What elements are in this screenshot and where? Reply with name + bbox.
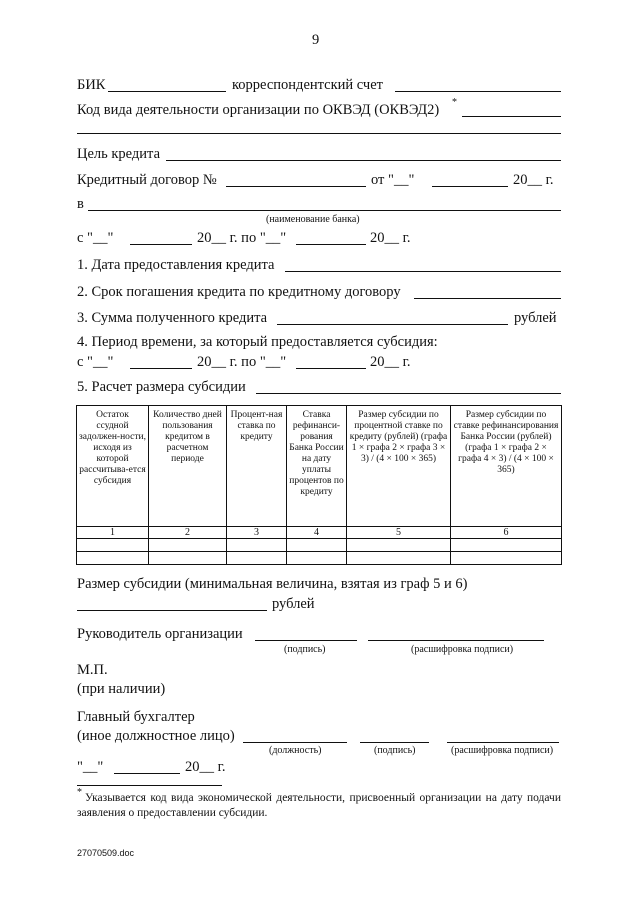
item-5-label: 5. Расчет размера субсидии xyxy=(77,379,246,395)
corr-account-field[interactable] xyxy=(395,91,561,92)
okved-field-cont[interactable] xyxy=(77,133,561,134)
accountant-position-caption: (должность) xyxy=(269,745,322,756)
item-3-label: 3. Сумма полученного кредита xyxy=(77,310,268,326)
date-day-label: "__" xyxy=(77,759,104,775)
bank-name-field[interactable] xyxy=(88,210,561,211)
item-4-mid-label: 20__ г. по "__" xyxy=(197,354,287,370)
period-end-month-field[interactable] xyxy=(296,244,366,245)
col-number-1: 1 xyxy=(77,527,149,539)
table-cell[interactable] xyxy=(451,539,562,552)
contract-from-label: от "__" xyxy=(371,172,415,188)
okved-footnote-mark: * xyxy=(452,97,457,108)
table-cell[interactable] xyxy=(227,552,287,565)
purpose-field[interactable] xyxy=(166,160,561,161)
col-header-2: Количество дней пользования кредитом в расчетном периоде xyxy=(149,406,227,527)
file-name: 27070509.doc xyxy=(77,848,135,858)
accountant-position-field[interactable] xyxy=(243,742,347,743)
bik-field[interactable] xyxy=(108,91,226,92)
period-start-label: с "__" xyxy=(77,230,114,246)
item-1-label: 1. Дата предоставления кредита xyxy=(77,257,275,273)
table-cell[interactable] xyxy=(287,552,347,565)
period-end-label: 20__ г. xyxy=(370,230,411,246)
item-3-rubles: рублей xyxy=(514,310,557,326)
table-cell[interactable] xyxy=(347,552,451,565)
table-row xyxy=(77,539,562,552)
stamp-label: М.П. xyxy=(77,662,108,678)
okved-label: Код вида деятельности организации по ОКВЭД (ОКВЭД2) xyxy=(77,102,440,118)
col-header-3: Процент-ная ставка по кредиту xyxy=(227,406,287,527)
accountant-decode-caption: (расшифровка подписи) xyxy=(451,745,554,756)
col-number-2: 2 xyxy=(149,527,227,539)
accountant-sign-caption: (подпись) xyxy=(374,745,416,756)
bank-in-label: в xyxy=(77,196,84,212)
item-4-start-month-field[interactable] xyxy=(130,368,192,369)
purpose-label: Цель кредита xyxy=(77,146,161,162)
head-sign-field[interactable] xyxy=(255,640,357,641)
min-subsidy-field[interactable] xyxy=(77,610,267,611)
contract-month-field[interactable] xyxy=(432,186,508,187)
table-cell[interactable] xyxy=(77,539,149,552)
table-cell[interactable] xyxy=(149,539,227,552)
table-cell[interactable] xyxy=(77,552,149,565)
head-sign-caption: (подпись) xyxy=(284,644,326,655)
min-subsidy-rubles: рублей xyxy=(272,596,315,612)
contract-year-label: 20__ г. xyxy=(513,172,554,188)
item-2-label: 2. Срок погашения кредита по кредитному договору xyxy=(77,284,401,300)
period-mid-label: 20__ г. по "__" xyxy=(197,230,287,246)
table-cell[interactable] xyxy=(347,539,451,552)
col-number-5: 5 xyxy=(347,527,451,539)
footnote-mark: * xyxy=(77,787,82,798)
col-number-3: 3 xyxy=(227,527,287,539)
period-start-month-field[interactable] xyxy=(130,244,192,245)
stamp-note: (при наличии) xyxy=(77,681,166,697)
col-header-6: Размер субсидии по ставке рефинансирования Банка России (рублей) (графа 1 × графа 2 × графа 4 × 3) / (4 × 100 × 365) xyxy=(451,406,562,527)
head-decode-caption: (расшифровка подписи) xyxy=(411,644,514,655)
item-2-field[interactable] xyxy=(414,298,561,299)
table-cell[interactable] xyxy=(451,552,562,565)
date-year-label: 20__ г. xyxy=(185,759,226,775)
table-row xyxy=(77,552,562,565)
col-header-4: Ставка рефинанси-рования Банка России на дату уплаты процентов по кредиту xyxy=(287,406,347,527)
footnote-separator xyxy=(77,785,222,786)
date-month-field[interactable] xyxy=(114,773,180,774)
accountant-decode-field[interactable] xyxy=(447,742,559,743)
col-header-1: Остаток ссудной задолжен-ности, исходя из которой рассчитыва-ется субсидия xyxy=(77,406,149,527)
contract-number-field[interactable] xyxy=(226,186,366,187)
contract-label: Кредитный договор № xyxy=(77,172,217,188)
corr-account-label: корреспондентский счет xyxy=(232,77,383,93)
item-4-end-label: 20__ г. xyxy=(370,354,411,370)
item-3-field[interactable] xyxy=(277,324,508,325)
table-number-row xyxy=(77,527,562,539)
col-header-5: Размер субсидии по процентной ставке по кредиту (рублей) (графа 1 × графа 2 × графа 3 × 3) / (4 × 100 × 365) xyxy=(347,406,451,527)
item-1-field[interactable] xyxy=(285,271,561,272)
subsidy-table xyxy=(76,405,562,565)
item-5-field[interactable] xyxy=(256,393,561,394)
footnote-text: Указывается код вида экономической деятельности, присвоенный организации на дату подачи заявления о предоставлении субсидии. xyxy=(77,792,561,819)
table-cell[interactable] xyxy=(227,539,287,552)
page-number: 9 xyxy=(312,32,320,48)
item-4-label: 4. Период времени, за который предоставляется субсидия: xyxy=(77,334,438,350)
head-decode-field[interactable] xyxy=(368,640,544,641)
table-header-row xyxy=(77,406,562,527)
head-label: Руководитель организации xyxy=(77,626,243,642)
table-cell[interactable] xyxy=(149,552,227,565)
bank-name-caption: (наименование банка) xyxy=(266,214,360,225)
accountant-sign-field[interactable] xyxy=(360,742,429,743)
accountant-alt-label: (иное должностное лицо) xyxy=(77,728,235,744)
item-4-start-label: с "__" xyxy=(77,354,114,370)
min-subsidy-label: Размер субсидии (минимальная величина, взятая из граф 5 и 6) xyxy=(77,576,468,592)
col-number-4: 4 xyxy=(287,527,347,539)
okved-field[interactable] xyxy=(462,116,561,117)
bik-label: БИК xyxy=(77,77,106,93)
accountant-label: Главный бухгалтер xyxy=(77,709,195,725)
item-4-end-month-field[interactable] xyxy=(296,368,366,369)
table-cell[interactable] xyxy=(287,539,347,552)
col-number-6: 6 xyxy=(451,527,562,539)
